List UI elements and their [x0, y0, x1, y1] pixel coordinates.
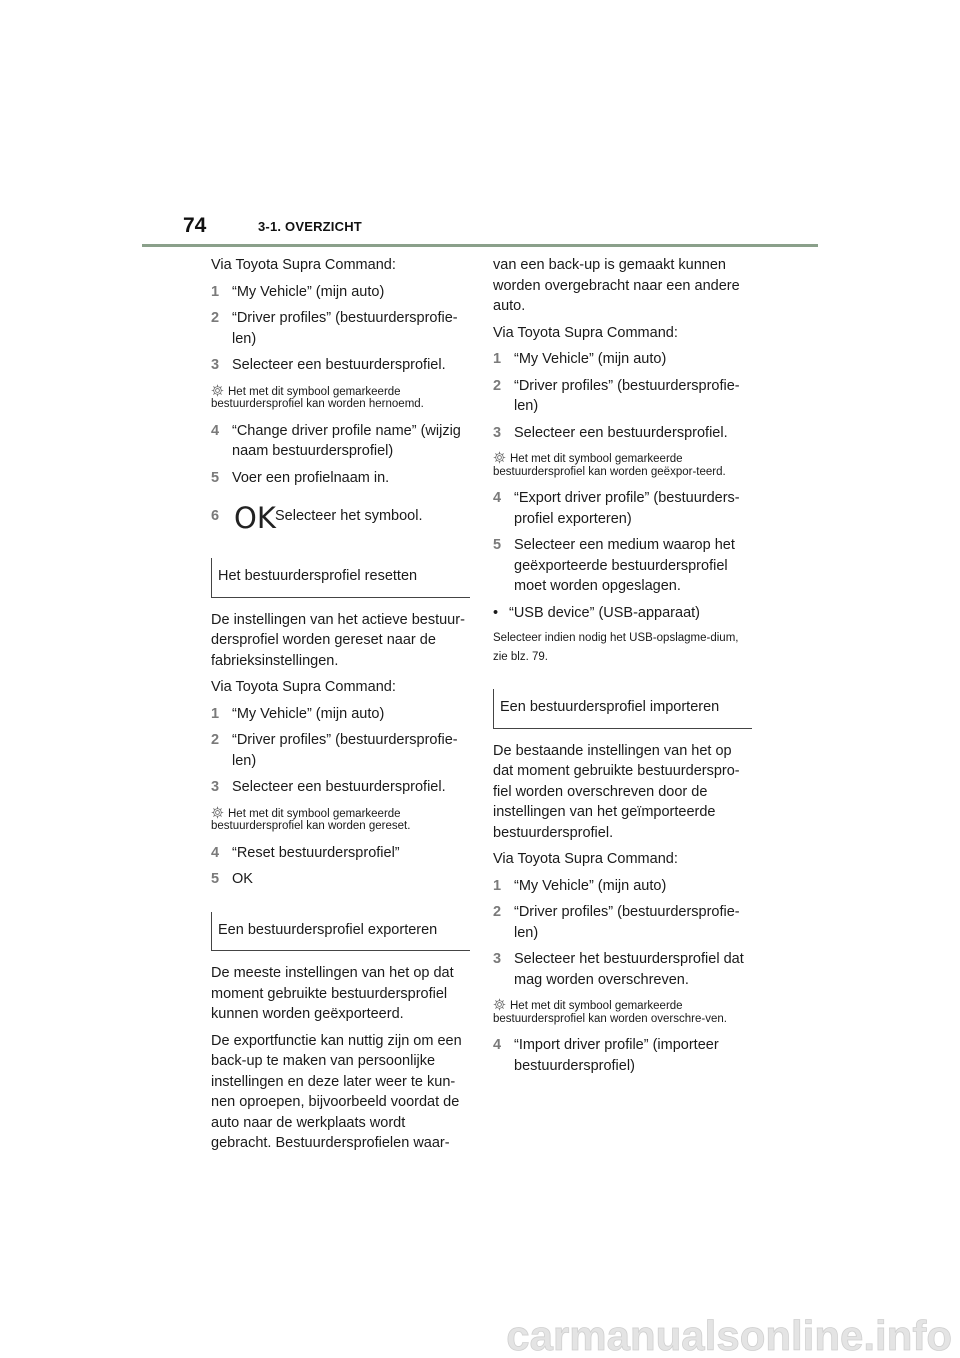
step-item: [211, 282, 469, 303]
step-item: [493, 535, 751, 597]
gear-icon: [211, 384, 224, 397]
step-item: [211, 730, 469, 771]
note-text: Het met dit symbool gemarkeerde bestuurdersprofiel kan worden overschre-ven.: [493, 1000, 727, 1025]
section-title: 3-1. OVERZICHT: [258, 219, 362, 234]
step-number: 2: [211, 310, 220, 326]
step-item: [493, 949, 751, 990]
export-body-1: De meeste instellingen van het op dat moment gebruikte bestuurdersprofiel kunnen worden geëxporteerd.: [211, 965, 454, 1022]
intro-text: Via Toyota Supra Command:: [493, 851, 678, 867]
import-body: De bestaande instellingen van het op dat moment gebruikte bestuurderspro-fiel worden overschreven door de instellingen van het geïmporteerde bestuurdersprofiel.: [493, 742, 740, 841]
step-item: [211, 869, 469, 890]
heading-reset: Het bestuurdersprofiel resetten: [211, 558, 470, 598]
step-text: “Export driver profile” (bestuurders-profiel exporteren): [514, 490, 740, 527]
export-body-2: De exportfunctie kan nuttig zijn om een back-up te maken van persoonlijke instellingen en deze later weer te kun-nen oproepen, bijvoorbeeld voordat de auto naar de werkplaats wordt gebracht. Bestuurdersprofielen waar-: [211, 1032, 462, 1151]
step-number: 3: [211, 779, 220, 795]
step-number: 2: [493, 904, 502, 920]
step-number: 1: [493, 351, 502, 367]
step-number: 4: [211, 422, 220, 439]
step-number: 5: [211, 871, 220, 887]
step-item: [493, 376, 751, 417]
step-number: 2: [211, 732, 220, 748]
bullet-marker: •: [493, 604, 499, 621]
intro-text: Via Toyota Supra Command:: [493, 324, 678, 341]
gear-icon: [493, 998, 506, 1011]
left-column: [211, 255, 469, 1160]
step-text: “My Vehicle” (mijn auto): [232, 705, 385, 722]
step-number: 5: [211, 469, 220, 486]
step-number: 1: [211, 283, 220, 300]
step-item: [493, 876, 751, 897]
step-item: [211, 468, 469, 489]
step-number: 1: [211, 705, 220, 722]
reset-note: [211, 806, 469, 833]
step-text: OK: [232, 871, 253, 887]
step-number: 2: [493, 377, 502, 394]
step-text: Selecteer een bestuurdersprofiel.: [514, 424, 728, 441]
heading-import: Een bestuurdersprofiel importeren: [493, 689, 752, 729]
heading-export: Een bestuurdersprofiel exporteren: [211, 912, 470, 952]
intro-text: Via Toyota Supra Command:: [211, 679, 396, 695]
header-rule: [142, 244, 818, 247]
bullet-text: “USB device” (USB-apparaat): [509, 604, 700, 621]
step-item: [211, 421, 469, 462]
ok-symbol-icon: [233, 499, 276, 535]
export-note: [493, 451, 751, 478]
step-text: Selecteer het symbool.: [275, 508, 423, 524]
step-item: [493, 488, 751, 529]
step-text: “Driver profiles” (bestuurdersprofie-len): [514, 377, 740, 414]
usb-note: Selecteer indien nodig het USB-opslagme-dium, zie blz. 79.: [493, 632, 739, 663]
rename-note: [211, 384, 469, 411]
overwrite-note: [493, 998, 751, 1025]
step-text: “Reset bestuurdersprofiel”: [232, 844, 400, 861]
step-text: Selecteer het bestuurdersprofiel dat mag worden overschreven.: [514, 951, 744, 988]
page-number: 74: [183, 214, 207, 237]
step-text: Selecteer een bestuurdersprofiel.: [232, 779, 446, 795]
step-number: 3: [211, 357, 220, 373]
step-text: “Driver profiles” (bestuurdersprofie-len): [232, 310, 458, 347]
step-text: “My Vehicle” (mijn auto): [514, 877, 667, 894]
step-item: [211, 355, 469, 376]
step-number: 4: [493, 490, 502, 506]
step-item: [211, 704, 469, 725]
right-column: [493, 255, 751, 1082]
reset-body: De instellingen van het actieve bestuur-dersprofiel worden gereset naar de fabrieksinstellingen.: [211, 611, 465, 669]
step-item: [493, 1035, 751, 1076]
step-item: [493, 902, 751, 943]
step-number: 1: [493, 877, 502, 894]
bullet-item: [493, 603, 751, 624]
step-item: [211, 777, 469, 798]
step-number: 3: [493, 424, 502, 441]
watermark-text: carmanualsonline.info: [506, 1312, 952, 1358]
step-text: “Driver profiles” (bestuurdersprofie-len): [514, 904, 740, 941]
gear-icon: [493, 451, 506, 464]
step-text: Voer een profielnaam in.: [232, 469, 390, 486]
step-item: [493, 423, 751, 444]
step-text: “Import driver profile” (importeer bestuurdersprofiel): [514, 1037, 719, 1074]
step-text: “Change driver profile name” (wijzig naam bestuurdersprofiel): [232, 422, 461, 459]
step-item: [211, 843, 469, 864]
step-number: 6: [211, 508, 220, 524]
step-number: 4: [493, 1037, 502, 1053]
gear-icon: [211, 806, 224, 819]
step-text: “My Vehicle” (mijn auto): [514, 351, 667, 367]
step-item: [211, 308, 469, 349]
step-text: Selecteer een bestuurdersprofiel.: [232, 357, 446, 373]
note-text: Het met dit symbool gemarkeerde bestuurdersprofiel kan worden gereset.: [211, 807, 411, 832]
intro-text: Via Toyota Supra Command:: [211, 257, 396, 273]
note-text: Het met dit symbool gemarkeerde bestuurdersprofiel kan worden geëxpor-teerd.: [493, 453, 726, 478]
ok-icon-label: OK: [234, 501, 276, 535]
step-number: 5: [493, 537, 502, 553]
step-number: 4: [211, 844, 220, 861]
step-text: Selecteer een medium waarop het geëxporteerde bestuurdersprofiel moet worden opgeslagen.: [514, 537, 735, 594]
step-text: “My Vehicle” (mijn auto): [232, 283, 385, 300]
note-text: Het met dit symbool gemarkeerde bestuurdersprofiel kan worden hernoemd.: [211, 385, 424, 410]
step-text: “Driver profiles” (bestuurdersprofie-len): [232, 732, 458, 769]
step-number: 3: [493, 951, 502, 967]
step-item: [493, 349, 751, 370]
continued-text: van een back-up is gemaakt kunnen worden overgebracht naar een andere auto.: [493, 257, 740, 314]
step-item-ok: [211, 502, 469, 536]
